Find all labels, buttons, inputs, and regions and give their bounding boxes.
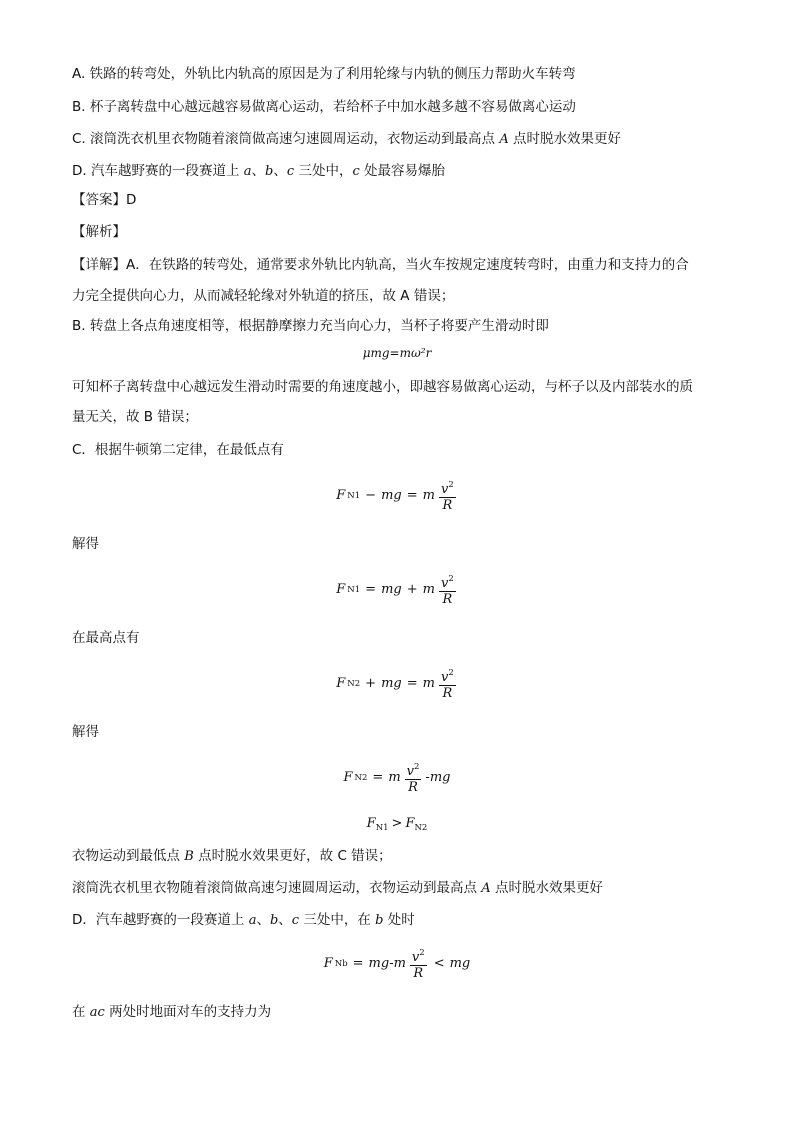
detail-b-line3: 量无关，故 B 错误； [72,409,198,425]
detail-a-line1 [72,255,689,275]
c-lowest-post: 点时脱水效果更好，故 C 错误； [193,848,392,864]
detail-c-top: 在最高点有 [72,630,140,646]
eq5-sub: Nb [334,958,348,969]
equation-friction: μmg=mω²r [362,346,432,360]
d1-var-c: c [291,913,300,928]
eq5-den: R [413,966,424,981]
equation-fn1 [0,572,794,607]
eq1-sub: N1 [347,490,361,501]
cmp-f1: F [366,816,376,831]
c-highest-post: 点时脱水效果更好 [490,880,603,896]
option-d-sep2: 、 [273,163,287,179]
eq1-coef: m [422,488,435,503]
answer-value: D [126,192,137,208]
eq3-num-sup: 2 [448,668,454,678]
d1-var-b: b [269,913,279,928]
option-c-text: C. 滚筒洗衣机里衣物随着滚筒做高速匀速圆周运动，衣物运动到最高点 [72,131,500,147]
eq2-coef: m [422,582,435,597]
cmp-f2: F [405,816,415,831]
eq1-num: v [440,482,449,497]
eq2-rel: = [365,582,377,597]
option-c-var: A [499,132,509,147]
eq2-f: F [336,582,346,597]
eq2-num-sup: 2 [448,574,454,584]
eq2-num: v [440,576,449,591]
eq1-rel: = [406,488,418,503]
c-highest-var: A [481,881,491,896]
solve-label-1: 解得 [72,536,99,552]
solve-label-2: 解得 [72,724,99,740]
detail-d-line2 [72,1002,271,1023]
answer-line [72,190,136,210]
option-d-var-a: a [243,164,252,179]
eq3-fraction [439,666,456,701]
eq4-num-sup: 2 [414,762,420,772]
option-b: B. 杯子离转盘中心越远越容易做离心运动，若给杯子中加水越多越不容易做离心运动 [72,99,576,115]
eq4-tail: -mg [425,770,451,785]
eq3-op: + [365,676,377,691]
equation-highest-point [0,666,794,701]
analysis-label: 【解析】 [72,224,126,240]
eq3-term: mg [381,676,402,691]
option-d-text: D. 汽车越野赛的一段赛道上 [72,163,244,179]
detail-c-line1: C．根据牛顿第二定律，在最低点有 [72,442,284,458]
detail-b-line1: B. 转盘上各点角速度相等，根据静摩擦力充当向心力，当杯子将要产生滑动时即 [72,318,549,334]
c-highest-pre: 滚筒洗衣机里衣物随着滚筒做高速匀速圆周运动，衣物运动到最高点 [72,880,482,896]
eq5-term: mg-m [368,956,406,971]
eq2-op: + [406,582,418,597]
detail-d-line1 [72,910,415,931]
option-d-mid: 三处中， [294,163,353,179]
eq2-fraction [439,572,456,607]
detail-b-line2: 可知杯子离转盘中心越远发生滑动时需要的角速度越小，即越容易做离心运动，与杯子以及内部装水的质 [72,379,693,395]
equation-lowest-point [0,478,794,513]
eq3-coef: m [422,676,435,691]
eq5-tail: mg [449,956,471,971]
eq5-num: v [411,950,420,965]
cmp-rel: > [391,816,403,831]
cmp-s2: N2 [414,823,428,833]
eq5-fraction [410,946,427,981]
detail-a-text1: A．在铁路的转弯处，通常要求外轨比内轨高，当火车按规定速度转弯时，由重力和支持力的合 [126,257,689,273]
d2-var: ac [89,1005,105,1020]
eq4-f: F [343,770,353,785]
equation-fnb [0,946,794,981]
option-c-tail: 点时脱水效果更好 [508,131,621,147]
comparison-fn1-fn2 [0,816,794,833]
eq1-term: mg [381,488,402,503]
eq1-fraction [439,478,456,513]
eq3-num: v [440,670,449,685]
eq3-rel: = [406,676,418,691]
eq2-den: R [442,592,453,607]
eq1-op: − [365,488,377,503]
option-d-var-b: b [265,164,274,179]
option-a: A. 铁路的转弯处，外轨比内轨高的原因是为了利用轮缘与内轨的侧压力帮助火车转弯 [72,66,576,82]
d1-mid: 三处中，在 [299,912,376,928]
eq4-sub: N2 [354,772,368,783]
d2-pre: 在 [72,1004,90,1020]
d1-post: 处时 [383,912,415,928]
d1-var: b [375,913,384,928]
eq5-rel: = [352,956,364,971]
eq1-den: R [442,498,453,513]
d1-sep2: 、 [278,912,292,928]
eq5-rel2: < [433,956,445,971]
eq5-num-sup: 2 [419,948,425,958]
eq4-den: R [408,780,418,795]
eq3-f: F [336,676,346,691]
detail-label: 【详解】 [72,257,126,273]
detail-c-highest-conclusion [72,878,603,899]
eq3-den: R [442,686,453,701]
eq1-num-sup: 2 [448,480,454,490]
option-d-var-c: c [286,164,295,179]
c-lowest-pre: 衣物运动到最低点 [72,848,185,864]
answer-label: 【答案】 [72,192,126,208]
cmp-s1: N1 [375,823,389,833]
d2-post: 两处时地面对车的支持力为 [104,1004,272,1020]
eq4-fraction [405,760,422,795]
equation-fn2 [0,760,794,795]
eq2-term: mg [381,582,402,597]
option-c [72,129,621,150]
d1-sep1: 、 [256,912,270,928]
option-d [72,161,445,182]
eq4-rel: = [372,770,384,785]
eq4-num: v [406,764,414,779]
eq2-sub: N1 [347,584,361,595]
option-d-tail: 处最容易爆胎 [359,163,446,179]
option-d-sep1: 、 [251,163,266,179]
eq5-f: F [323,956,333,971]
d1-pre: D．汽车越野赛的一段赛道上 [72,912,249,928]
c-lowest-var: B [184,849,194,864]
option-d-var-c2: c [352,164,360,179]
detail-c-lowest-conclusion [72,846,392,867]
eq3-sub: N2 [347,678,361,689]
detail-a-line2: 力完全提供向心力，从而减轻轮缘对外轨道的挤压，故 A 错误； [72,288,455,304]
eq4-coef: m [388,770,401,785]
d1-var-a: a [248,913,257,928]
eq1-f: F [336,488,346,503]
